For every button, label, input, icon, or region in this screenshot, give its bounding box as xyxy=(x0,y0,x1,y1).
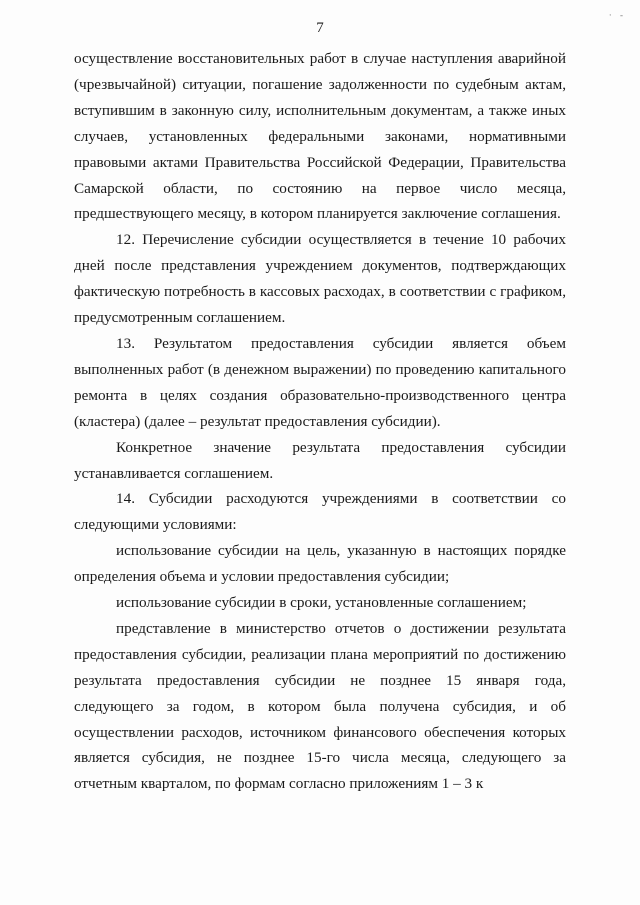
condition-reports: представление в министерство отчетов о достижении результата предоставления субсидии, реализации плана мероприятий по достижению результата предоставления субсидии не позднее 15 января года, следующего за годом, в котором была получена субсидия, и об осуществлении расходов, источником финансового обеспечения которых является субсидия, не позднее 15-го числа месяца, следующего за отчетным кварталом, по формам согласно приложениям 1 – 3 к xyxy=(74,619,566,793)
paragraph-item-14: 14. Субсидии расходуются учреждениями в соответствии со следующими условиями: xyxy=(74,490,566,534)
scan-mark: · - xyxy=(608,10,626,20)
paragraph-continuation: осуществление восстановительных работ в случае наступления аварийной (чрезвычайной) ситуации, погашение задолженности по судебным актам, вступившим в законную силу, исполнительным документам, а также иных случаев, установленных федеральными законами, нормативными правовыми актами Правительства Российской Федерации, Правительства Самарской области, по состоянию на первое число месяца, предшествующего месяцу, в котором планируется заключение соглашения. xyxy=(74,50,566,223)
condition-terms: использование субсидии в сроки, установленные соглашением; xyxy=(116,594,527,612)
paragraph-result-value: Конкретное значение результата предоставления субсидии устанавливается соглашением. xyxy=(74,438,566,482)
document-body xyxy=(74,46,566,797)
paragraph-item-12: 12. Перечисление субсидии осуществляется в течение 10 рабочих дней после представления учреждением документов, подтверждающих фактическую потребность в кассовых расходах, в соответствии с графиком, предусмотренным соглашением. xyxy=(74,231,566,327)
paragraph-item-13: 13. Результатом предоставления субсидии является объем выполненных работ (в денежном выражении) по проведению капитального ремонта в целях создания образовательно-производственного центра (кластера) (далее – результат предоставления субсидии). xyxy=(74,334,566,430)
page-number: 7 xyxy=(316,20,324,36)
condition-purpose: использование субсидии на цель, указанную в настоящих порядке определения объема и условии предоставления субсидии; xyxy=(74,542,566,586)
